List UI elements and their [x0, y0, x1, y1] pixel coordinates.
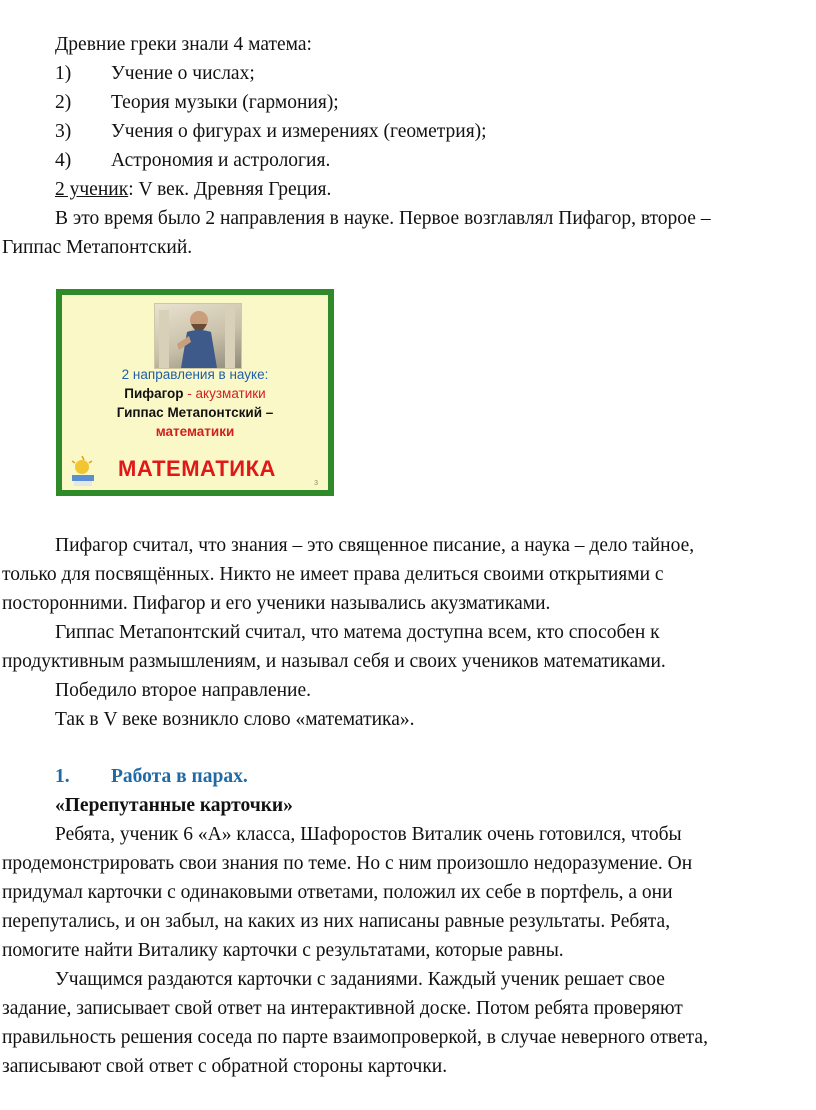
pythagoras-portrait-icon	[154, 303, 242, 369]
list-text: Учения о фигурах и измерениях (геометрия);	[111, 121, 487, 142]
paragraph-line: придумал карточки с одинаковыми ответами, положил их себе в портфель, а они	[2, 882, 673, 903]
intro-text: Древние греки знали 4 матема:	[55, 34, 312, 55]
paragraph-line: Гиппас Метапонтский.	[2, 237, 193, 258]
paragraph-line: правильность решения соседа по парте взаимопроверкой, в случае неверного ответа,	[2, 1027, 708, 1048]
section-title: Работа в парах.	[111, 766, 248, 787]
slide-banner: МАТЕМАТИКА	[118, 456, 276, 481]
list-number: 2)	[55, 92, 72, 113]
paragraph-line: записывают свой ответ с обратной стороны карточки.	[2, 1056, 448, 1077]
slide-separator: -	[183, 386, 196, 401]
paragraph-line: продуктивным размышлениям, и называл себя и своих учеников математиками.	[2, 651, 666, 672]
slide-page-number: 3	[314, 480, 318, 487]
paragraph-line: помогите найти Виталику карточки с результатами, которые равны.	[2, 940, 564, 961]
paragraph-line: Учащимся раздаются карточки с заданиями. Каждый ученик решает свое	[55, 969, 665, 990]
paragraph-line: задание, записывает свой ответ на интерактивной доске. Потом ребята проверяют	[2, 998, 683, 1019]
slide-akuzmatiki: акузматики	[195, 386, 266, 401]
paragraph-line: Гиппас Метапонтский считал, что матема доступна всем, кто способен к	[55, 622, 660, 643]
paragraph-line: посторонними. Пифагор и его ученики назывались акузматиками.	[2, 593, 551, 614]
slide-image	[56, 289, 334, 496]
student-2-text: : V век. Древняя Греция.	[128, 179, 332, 200]
slide-line-mathematicians: математики	[155, 424, 235, 439]
sun-mascot-icon	[66, 455, 102, 489]
paragraph-line: продемонстрировать свои знания по теме. Но с ним произошло недоразумение. Он	[2, 853, 693, 874]
list-text: Учение о числах;	[111, 63, 255, 84]
paragraph-line: только для посвящённых. Никто не имеет права делиться своими открытиями с	[2, 564, 664, 585]
list-text: Астрономия и астрология.	[111, 150, 331, 171]
slide-content	[62, 295, 328, 490]
slide-heading: 2 направления в науке:	[121, 367, 269, 382]
winner-line: Победило второе направление.	[55, 680, 312, 701]
slide-line-pythagoras	[62, 386, 328, 401]
cards-title: «Перепутанные карточки»	[55, 795, 293, 816]
list-number: 4)	[55, 150, 72, 171]
paragraph-line: перепутались, и он забыл, на каких из них написаны равные результаты. Ребята,	[2, 911, 671, 932]
paragraph-line: Пифагор считал, что знания – это священное писание, а наука – дело тайное,	[55, 535, 695, 556]
section-number: 1.	[55, 766, 70, 787]
student-2-line	[55, 175, 331, 204]
list-number: 1)	[55, 63, 72, 84]
slide-line-hippasus: Гиппас Метапонтский –	[116, 405, 274, 420]
slide-pythagoras-name: Пифагор	[124, 386, 184, 401]
paragraph-line: В это время было 2 направления в науке. Первое возглавлял Пифагор, второе –	[55, 208, 711, 229]
list-text: Теория музыки (гармония);	[111, 92, 339, 113]
paragraph-line: Ребята, ученик 6 «А» класса, Шафоростов Виталик очень готовился, чтобы	[55, 824, 682, 845]
student-2-label: 2 ученик	[55, 179, 129, 200]
list-number: 3)	[55, 121, 72, 142]
origin-line: Так в V веке возникло слово «математика».	[55, 709, 415, 730]
